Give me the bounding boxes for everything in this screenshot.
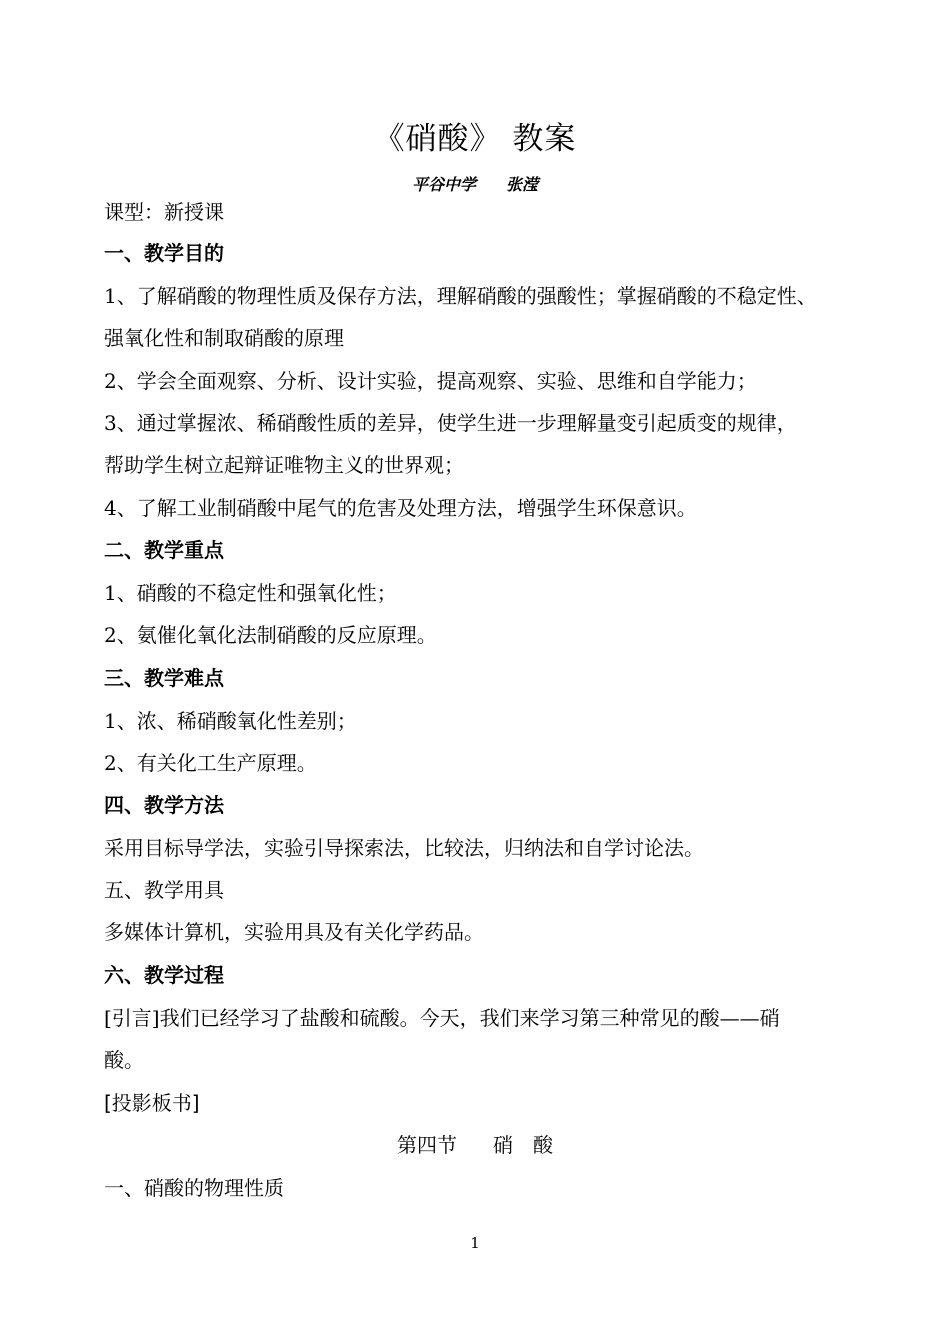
subheading-physical-properties: 一、硝酸的物理性质 [104, 1176, 284, 1200]
key-point-1: 1、硝酸的不稳定性和强氧化性； [104, 581, 397, 605]
heading-difficulties: 三、教学难点 [104, 666, 224, 690]
heading-teaching-process: 六、教学过程 [104, 963, 224, 987]
goal-3-line-1: 3、通过掌握浓、稀硝酸性质的差异，使学生进一步理解量变引起质变的规律， [104, 411, 797, 435]
heading-teaching-methods: 四、教学方法 [104, 793, 224, 817]
course-type: 课型：新授课 [104, 200, 224, 224]
document-title: 《硝酸》 教案 [373, 121, 577, 157]
goal-1-line-2: 强氧化性和制取硝酸的原理 [104, 326, 344, 350]
goal-1-line-1: 1、了解硝酸的物理性质及保存方法，理解硝酸的强酸性；掌握硝酸的不稳定性、 [104, 284, 817, 308]
section-title [0, 1130, 950, 1160]
author-line [0, 173, 950, 197]
section-title-prefix: 第四节 [397, 1133, 457, 1157]
page-number: 1 [470, 1234, 480, 1252]
projection-label: [投影板书] [104, 1091, 200, 1115]
heading-key-points: 二、教学重点 [104, 538, 224, 562]
teaching-tools-text: 多媒体计算机，实验用具及有关化学药品。 [104, 920, 484, 944]
intro-line-1: [引言]我们已经学习了盐酸和硫酸。今天，我们来学习第三种常见的酸——硝 [104, 1006, 780, 1030]
goal-4: 4、了解工业制硝酸中尾气的危害及处理方法，增强学生环保意识。 [104, 496, 697, 520]
heading-teaching-tools: 五、教学用具 [104, 878, 224, 902]
key-point-2: 2、氨催化氧化法制硝酸的反应原理。 [104, 623, 437, 647]
difficulty-2: 2、有关化工生产原理。 [104, 751, 317, 775]
author-name: 张滢 [506, 175, 539, 194]
intro-line-2: 酸。 [104, 1048, 144, 1072]
goal-2: 2、学会全面观察、分析、设计实验，提高观察、实验、思维和自学能力； [104, 369, 757, 393]
teaching-methods-text: 采用目标导学法，实验引导探索法，比较法，归纳法和自学讨论法。 [104, 836, 704, 860]
heading-teaching-goals: 一、教学目的 [104, 241, 224, 265]
section-title-main: 硝 酸 [493, 1133, 553, 1157]
author-school: 平谷中学 [411, 175, 476, 194]
goal-3-line-2: 帮助学生树立起辩证唯物主义的世界观； [104, 453, 464, 477]
difficulty-1: 1、浓、稀硝酸氧化性差别； [104, 709, 357, 733]
